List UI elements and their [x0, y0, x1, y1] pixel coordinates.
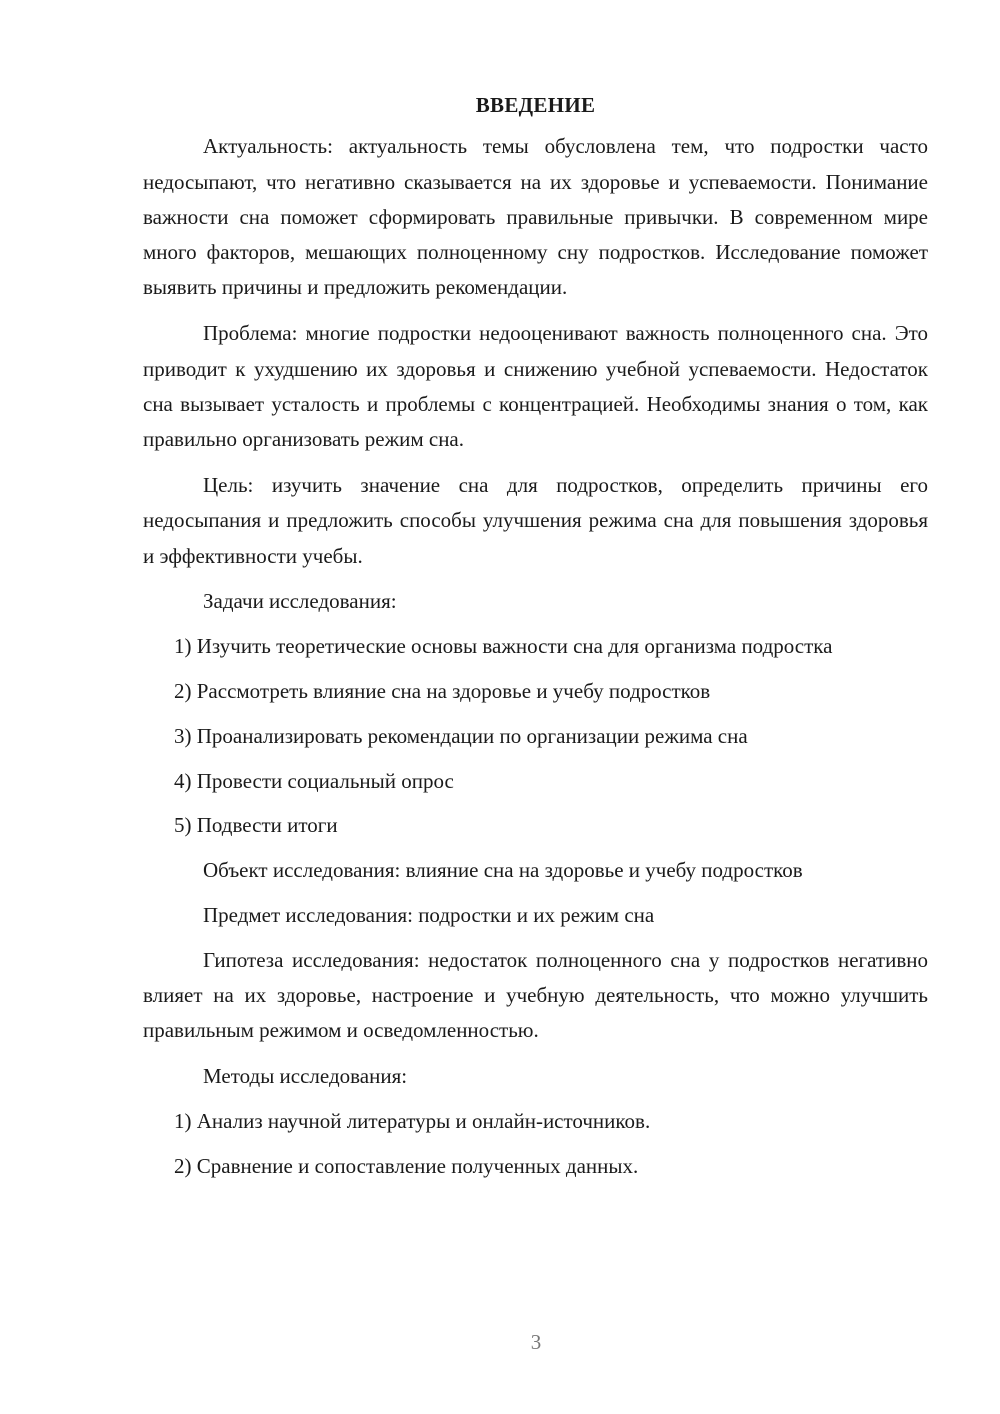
methods-heading: Методы исследования:: [203, 1064, 408, 1089]
paragraph-relevance: Актуальность: актуальность темы обусловлена тем, что подростки часто недосыпают, что негативно сказывается на их здоровье и успеваемости. Понимание важности сна поможет сформировать правильные привычки. В современном мире много факторов, мешающих полноценному сну подростков. Исследование поможет выявить причины и предложить рекомендации.: [143, 134, 928, 300]
list-item-task-2: 2) Рассмотреть влияние сна на здоровье и учебу подростков: [174, 678, 711, 703]
paragraph-goal: Цель: изучить значение сна для подростков, определить причины его недосыпания и предложить способы улучшения режима сна для повышения здоровья и эффективности учебы.: [143, 472, 928, 568]
list-item-method-1: 1) Анализ научной литературы и онлайн-источников.: [174, 1108, 651, 1133]
paragraph-object: Объект исследования: влияние сна на здоровье и учебу подростков: [203, 858, 803, 883]
page-title: ВВЕДЕНИЕ: [475, 93, 596, 117]
tasks-heading: Задачи исследования:: [203, 589, 397, 614]
paragraph-subject: Предмет исследования: подростки и их режим сна: [203, 902, 655, 927]
document-page: [143, 88, 928, 1194]
page-number: 3: [530, 1330, 542, 1354]
list-item-task-3: 3) Проанализировать рекомендации по организации режима сна: [174, 723, 748, 748]
list-item-task-4: 4) Провести социальный опрос: [174, 768, 454, 793]
paragraph-problem: Проблема: многие подростки недооценивают важность полноценного сна. Это приводит к ухудшению их здоровья и снижению учебной успеваемости. Недостаток сна вызывает усталость и проблемы с концентрацией. Необходимы знания о том, как правильно организовать режим сна.: [143, 321, 928, 452]
list-item-method-2: 2) Сравнение и сопоставление полученных данных.: [174, 1153, 639, 1178]
paragraph-hypothesis: Гипотеза исследования: недостаток полноценного сна у подростков негативно влияет на их здоровье, настроение и учебную деятельность, что можно улучшить правильным режимом и осведомленностью.: [143, 947, 928, 1043]
list-item-task-5: 5) Подвести итоги: [174, 813, 338, 838]
list-item-task-1: 1) Изучить теоретические основы важности сна для организма подростка: [174, 634, 833, 659]
